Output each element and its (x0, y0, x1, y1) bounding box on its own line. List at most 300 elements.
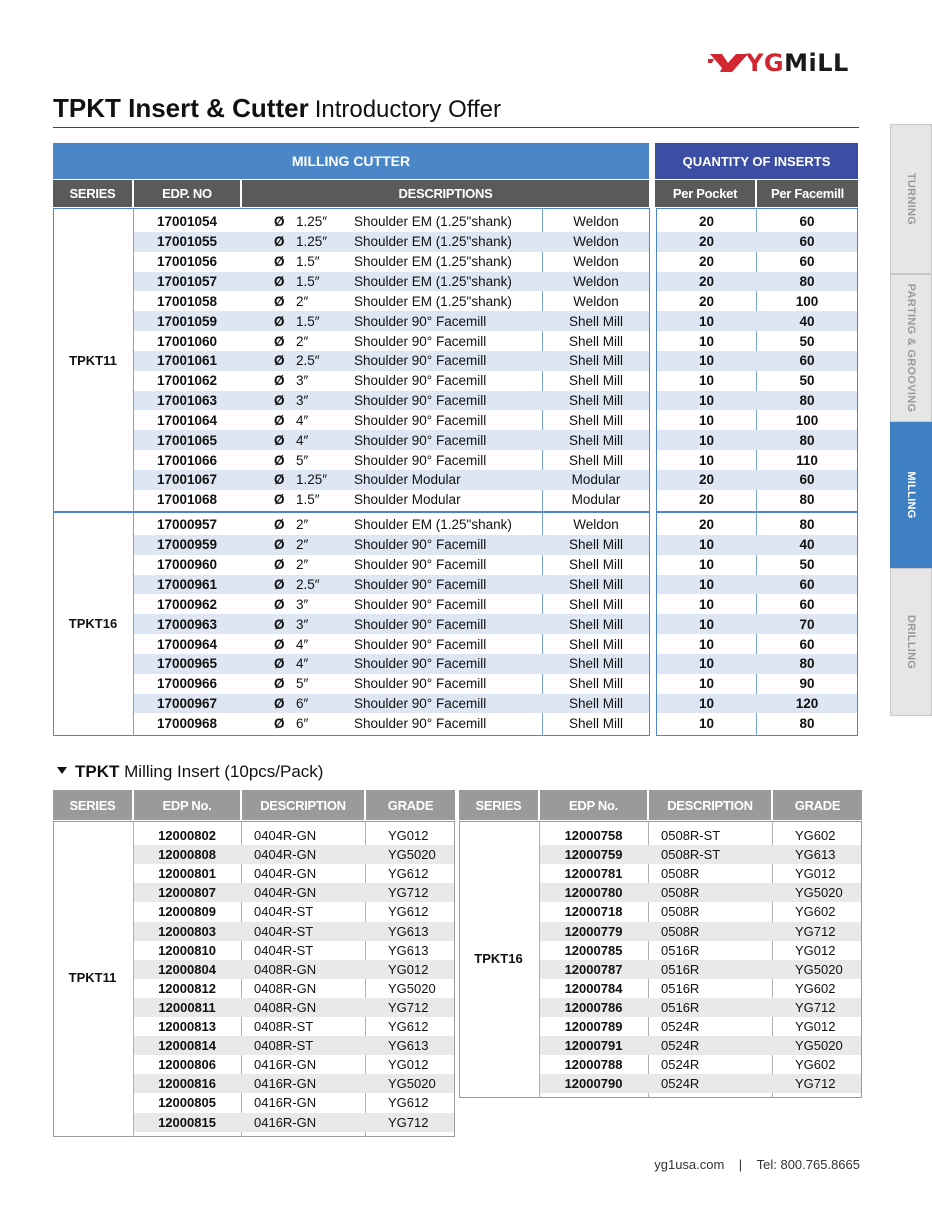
table-row (134, 674, 649, 694)
list-item (134, 864, 454, 883)
description: Shoulder 90° Facemill (354, 333, 487, 349)
table-row (134, 450, 649, 470)
per-pocket-value: 10 (698, 715, 715, 731)
holder-type: Shell Mill (568, 452, 623, 468)
holder-type: Shell Mill (568, 412, 623, 428)
insert-grade: YG712 (795, 999, 836, 1015)
insert-edp: 12000814 (158, 1038, 216, 1054)
diameter-symbol: Ø (274, 636, 285, 652)
description: Shoulder Modular (354, 492, 461, 508)
diameter-value: 2.5″ (296, 353, 320, 369)
quantity-row (657, 351, 857, 371)
insert-description: 0408R-GN (254, 999, 317, 1015)
insert-col-edp: EDP No. (540, 790, 647, 820)
table-row (134, 490, 649, 510)
holder-type: Weldon (573, 234, 619, 250)
per-facemill-value: 50 (799, 557, 815, 573)
series-label: TPKT11 (69, 352, 117, 368)
diameter-value: 6″ (296, 696, 309, 712)
diameter-symbol: Ø (274, 656, 285, 672)
insert-description: 0404R-GN (254, 866, 317, 882)
insert-grade: YG612 (388, 1095, 429, 1111)
insert-grade: YG612 (388, 904, 429, 920)
insert-edp: 12000806 (158, 1057, 216, 1073)
list-item (540, 883, 861, 902)
list-item (540, 845, 861, 864)
edp-number: 17001064 (156, 412, 218, 428)
per-facemill-value: 60 (799, 596, 815, 612)
edp-number: 17000961 (156, 576, 218, 592)
insert-edp: 12000808 (158, 847, 216, 863)
category-tabs (890, 124, 932, 716)
diameter-symbol: Ø (274, 333, 285, 349)
insert-grade: YG5020 (795, 1038, 843, 1054)
insert-description: 0404R-ST (254, 904, 314, 920)
edp-number: 17000960 (156, 557, 218, 573)
diameter-symbol: Ø (274, 214, 285, 230)
quantity-row (657, 252, 857, 272)
per-pocket-value: 20 (698, 254, 715, 270)
per-pocket-value: 20 (698, 492, 715, 508)
description: Shoulder EM (1.25"shank) (354, 214, 512, 230)
footer-contact (600, 1157, 860, 1172)
holder-type: Shell Mill (568, 557, 623, 573)
insert-grade: YG5020 (388, 1076, 436, 1092)
page-title: TPKT Insert & Cutter Introductory Offer (53, 93, 501, 123)
diameter-value: 2″ (296, 293, 309, 309)
holder-type: Shell Mill (568, 576, 623, 592)
edp-number: 17001062 (156, 373, 218, 389)
tab-milling[interactable]: MILLING (890, 422, 932, 568)
insert-description: 0508R-ST (661, 847, 721, 863)
diameter-symbol: Ø (274, 313, 285, 329)
holder-type: Weldon (573, 254, 619, 270)
quantity-row (657, 470, 857, 490)
table-row (134, 212, 649, 232)
description: Shoulder 90° Facemill (354, 412, 487, 428)
diameter-value: 2″ (296, 333, 309, 349)
description: Shoulder 90° Facemill (354, 576, 487, 592)
quantity-row (657, 411, 857, 431)
diameter-symbol: Ø (274, 616, 285, 632)
insert-edp: 12000759 (564, 847, 623, 863)
diameter-symbol: Ø (274, 373, 285, 389)
footer-site[interactable]: yg1usa.com (654, 1157, 725, 1172)
description: Shoulder 90° Facemill (354, 696, 487, 712)
series-label: TPKT11 (68, 969, 117, 985)
table-row (134, 594, 649, 614)
insert-description: 0516R (661, 961, 700, 977)
edp-number: 17001056 (156, 254, 218, 270)
diameter-value: 1.5″ (296, 492, 320, 508)
insert-grade: YG5020 (795, 885, 843, 901)
insert-description: 0404R-GN (254, 885, 317, 901)
diameter-symbol: Ø (274, 452, 285, 468)
insert-grade: YG602 (795, 828, 836, 844)
table-row (134, 634, 649, 654)
per-facemill-value: 60 (799, 254, 815, 270)
list-item (134, 902, 454, 921)
list-item (134, 979, 454, 998)
list-item (540, 826, 861, 845)
diameter-symbol: Ø (274, 273, 285, 289)
list-item (134, 1074, 454, 1093)
quantity-row (657, 674, 857, 694)
description: Shoulder EM (1.25"shank) (354, 517, 512, 533)
diameter-value: 1.25″ (296, 472, 328, 488)
holder-type: Shell Mill (568, 596, 623, 612)
list-item (134, 1113, 454, 1132)
description: Shoulder 90° Facemill (354, 616, 487, 632)
per-pocket-value: 20 (698, 472, 715, 488)
list-item (540, 1017, 861, 1036)
insert-col-description: DESCRIPTION (242, 790, 364, 820)
per-facemill-value: 80 (799, 273, 815, 289)
tab-drilling[interactable]: DRILLING (890, 568, 932, 716)
insert-grade: YG012 (795, 942, 836, 958)
diameter-symbol: Ø (274, 576, 285, 592)
edp-number: 17000962 (156, 596, 218, 612)
triangle-down-icon (57, 767, 67, 774)
per-pocket-value: 10 (698, 412, 715, 428)
description: Shoulder 90° Facemill (354, 353, 487, 369)
insert-grade: YG012 (795, 1019, 836, 1035)
list-item (540, 960, 861, 979)
insert-grade: YG012 (388, 1057, 429, 1073)
insert-description: 0408R-GN (254, 980, 317, 996)
per-facemill-value: 50 (799, 333, 815, 349)
insert-col-series: SERIES (459, 790, 538, 820)
insert-grade: YG712 (388, 999, 429, 1015)
insert-edp: 12000805 (158, 1095, 216, 1111)
per-pocket-value: 20 (698, 234, 715, 250)
diameter-symbol: Ø (274, 517, 285, 533)
insert-edp: 12000718 (564, 904, 623, 920)
description: Shoulder 90° Facemill (354, 432, 487, 448)
list-item (540, 998, 861, 1017)
insert-col-edp: EDP No. (134, 790, 240, 820)
insert-edp: 12000801 (158, 866, 216, 882)
per-facemill-value: 40 (799, 313, 815, 329)
per-facemill-value: 40 (799, 537, 815, 553)
holder-type: Shell Mill (568, 353, 623, 369)
diameter-value: 5″ (296, 452, 309, 468)
description: Shoulder EM (1.25"shank) (354, 234, 512, 250)
insert-edp: 12000781 (564, 866, 623, 882)
holder-type: Shell Mill (568, 696, 623, 712)
diameter-symbol: Ø (274, 472, 285, 488)
edp-number: 17000957 (156, 517, 218, 533)
quantity-row (657, 555, 857, 575)
col-series: SERIES (53, 180, 132, 207)
quantity-row (657, 490, 857, 510)
quantity-row (657, 311, 857, 331)
insert-grade: YG613 (388, 942, 429, 958)
diameter-value: 3″ (296, 616, 309, 632)
description: Shoulder EM (1.25"shank) (354, 273, 512, 289)
list-item (540, 902, 861, 921)
insert-grade: YG613 (795, 847, 836, 863)
insert-description: 0524R (661, 1019, 700, 1035)
diameter-symbol: Ø (274, 254, 285, 270)
holder-type: Shell Mill (568, 676, 623, 692)
per-facemill-value: 80 (799, 492, 815, 508)
table-row (134, 654, 649, 674)
per-facemill-value: 80 (799, 517, 815, 533)
diameter-value: 1.25″ (296, 234, 328, 250)
insert-description: 0524R (661, 1076, 700, 1092)
diameter-symbol: Ø (274, 557, 285, 573)
quantity-row (657, 331, 857, 351)
table-row (134, 470, 649, 490)
edp-number: 17000965 (156, 656, 218, 672)
description: Shoulder 90° Facemill (354, 313, 487, 329)
list-item (134, 941, 454, 960)
insert-edp: 12000779 (564, 923, 623, 939)
edp-number: 17001065 (156, 432, 218, 448)
description: Shoulder 90° Facemill (354, 557, 487, 573)
insert-edp: 12000784 (564, 980, 623, 996)
insert-edp: 12000787 (564, 961, 623, 977)
quantity-row (657, 594, 857, 614)
holder-type: Shell Mill (568, 715, 623, 731)
footer-separator: | (738, 1157, 743, 1172)
edp-number: 17000959 (156, 537, 218, 553)
quantity-row (657, 535, 857, 555)
quantity-row (657, 291, 857, 311)
per-facemill-value: 110 (796, 452, 818, 468)
description: Shoulder 90° Facemill (354, 373, 487, 389)
edp-number: 17001058 (156, 293, 218, 309)
holder-type: Modular (571, 472, 621, 488)
table-row (134, 575, 649, 595)
description: Shoulder 90° Facemill (354, 676, 487, 692)
quantity-row (657, 694, 857, 714)
insert-description: 0516R (661, 942, 700, 958)
quantity-row (657, 634, 857, 654)
per-facemill-value: 100 (795, 412, 819, 428)
per-pocket-value: 10 (698, 452, 715, 468)
insert-col-grade: GRADE (773, 790, 862, 820)
list-item (540, 1074, 861, 1093)
diameter-symbol: Ø (274, 596, 285, 612)
diameter-symbol: Ø (274, 353, 285, 369)
per-pocket-value: 10 (698, 676, 715, 692)
quantity-row (657, 450, 857, 470)
table-row (134, 694, 649, 714)
list-item (134, 960, 454, 979)
brand-logo: YGMiLL (746, 49, 849, 77)
per-pocket-value: 10 (698, 576, 715, 592)
quantity-row (657, 714, 857, 734)
insert-edp: 12000789 (564, 1019, 623, 1035)
per-pocket-value: 10 (698, 596, 715, 612)
diameter-value: 3″ (296, 373, 309, 389)
insert-grade: YG612 (388, 1019, 429, 1035)
edp-number: 17001057 (156, 273, 218, 289)
insert-grade: YG012 (795, 866, 836, 882)
description: Shoulder EM (1.25"shank) (354, 293, 512, 309)
diameter-value: 3″ (296, 596, 309, 612)
list-item (134, 922, 454, 941)
edp-number: 17000964 (156, 636, 218, 652)
quantity-row (657, 654, 857, 674)
insert-col-grade: GRADE (366, 790, 455, 820)
insert-edp: 12000803 (158, 923, 216, 939)
per-facemill-value: 80 (799, 656, 815, 672)
insert-description: 0508R-ST (661, 828, 721, 844)
insert-description: 0508R (661, 923, 700, 939)
insert-edp: 12000807 (158, 885, 216, 901)
diameter-value: 1.5″ (296, 273, 320, 289)
per-facemill-value: 60 (799, 636, 815, 652)
insert-description: 0408R-GN (254, 961, 317, 977)
description: Shoulder 90° Facemill (354, 452, 487, 468)
insert-grade: YG612 (388, 866, 429, 882)
table-row (134, 371, 649, 391)
description: Shoulder 90° Facemill (354, 715, 487, 731)
quantity-row (657, 391, 857, 411)
insert-description: 0404R-ST (254, 923, 314, 939)
per-facemill-value: 80 (799, 393, 815, 409)
insert-col-series: SERIES (53, 790, 132, 820)
per-pocket-value: 20 (698, 517, 715, 533)
per-pocket-value: 10 (698, 696, 715, 712)
insert-grade: YG712 (795, 1076, 836, 1092)
insert-description: 0404R-ST (254, 942, 314, 958)
col-edp: EDP. NO (134, 180, 240, 207)
diameter-value: 4″ (296, 432, 309, 448)
description: Shoulder Modular (354, 472, 461, 488)
insert-grade: YG712 (388, 1114, 429, 1130)
diameter-value: 1.25″ (296, 214, 328, 230)
per-pocket-value: 10 (698, 432, 715, 448)
per-facemill-value: 120 (795, 696, 819, 712)
insert-edp: 12000785 (564, 942, 623, 958)
diameter-symbol: Ø (274, 537, 285, 553)
insert-grade: YG012 (388, 828, 429, 844)
edp-number: 17001059 (156, 313, 218, 329)
holder-type: Weldon (573, 517, 619, 533)
table-row (134, 232, 649, 252)
holder-type: Shell Mill (568, 537, 623, 553)
tab-turning[interactable]: TURNING (890, 124, 932, 274)
edp-number: 17000966 (156, 676, 218, 692)
insert-description: 0404R-GN (254, 828, 317, 844)
per-facemill-value: 100 (795, 293, 819, 309)
diameter-value: 2″ (296, 537, 309, 553)
per-facemill-value: 80 (799, 715, 815, 731)
quantity-row (657, 212, 857, 232)
diameter-symbol: Ø (274, 234, 285, 250)
diameter-symbol: Ø (274, 293, 285, 309)
insert-grade: YG012 (388, 961, 429, 977)
description: Shoulder 90° Facemill (354, 636, 487, 652)
diameter-value: 2″ (296, 557, 309, 573)
insert-grade: YG602 (795, 980, 836, 996)
insert-description: 0516R (661, 980, 700, 996)
insert-description: 0524R (661, 1038, 700, 1054)
holder-type: Modular (571, 492, 621, 508)
per-pocket-value: 10 (698, 537, 715, 553)
insert-edp: 12000786 (564, 999, 623, 1015)
list-item (540, 864, 861, 883)
list-item (540, 979, 861, 998)
insert-grade: YG5020 (795, 961, 843, 977)
insert-description: 0416R-GN (254, 1114, 317, 1130)
insert-edp: 12000791 (564, 1038, 623, 1054)
holder-type: Shell Mill (568, 432, 623, 448)
series-label: TPKT16 (474, 950, 523, 966)
insert-edp: 12000809 (158, 904, 216, 920)
edp-number: 17000968 (156, 715, 218, 731)
milling-cutter-header: MILLING CUTTER (53, 143, 649, 179)
edp-number: 17001068 (156, 492, 218, 508)
list-item (540, 922, 861, 941)
insert-edp: 12000811 (158, 999, 216, 1015)
list-item (134, 1017, 454, 1036)
list-item (134, 1055, 454, 1074)
holder-type: Shell Mill (568, 333, 623, 349)
diameter-value: 5″ (296, 676, 309, 692)
tab-parting-grooving[interactable]: PARTING & GROOVING (890, 274, 932, 422)
quantity-row (657, 232, 857, 252)
diameter-symbol: Ø (274, 432, 285, 448)
diameter-value: 4″ (296, 636, 309, 652)
insert-description: 0416R-GN (254, 1076, 317, 1092)
quantity-row (657, 575, 857, 595)
edp-number: 17001061 (156, 353, 218, 369)
col-per-pocket: Per Pocket (655, 180, 755, 207)
list-item (134, 1093, 454, 1112)
insert-edp: 12000813 (158, 1019, 216, 1035)
insert-description: 0416R-GN (254, 1057, 317, 1073)
edp-number: 17001060 (156, 333, 218, 349)
per-pocket-value: 10 (698, 353, 715, 369)
table-row (134, 714, 649, 734)
table-row (134, 411, 649, 431)
insert-edp: 12000810 (158, 942, 216, 958)
edp-number: 17001054 (156, 214, 218, 230)
insert-description: 0508R (661, 904, 700, 920)
table-row (134, 331, 649, 351)
diameter-symbol: Ø (274, 696, 285, 712)
edp-number: 17000963 (156, 616, 218, 632)
per-facemill-value: 60 (799, 234, 815, 250)
insert-edp: 12000780 (564, 885, 623, 901)
per-pocket-value: 20 (698, 273, 715, 289)
insert-edp: 12000804 (158, 961, 216, 977)
per-pocket-value: 10 (698, 373, 715, 389)
table-row (134, 391, 649, 411)
edp-number: 17001066 (156, 452, 218, 468)
insert-grade: YG602 (795, 904, 836, 920)
table-row (134, 430, 649, 450)
table-row (134, 535, 649, 555)
diameter-symbol: Ø (274, 676, 285, 692)
diameter-symbol: Ø (274, 715, 285, 731)
per-pocket-value: 10 (698, 616, 715, 632)
list-item (134, 845, 454, 864)
insert-edp: 12000788 (564, 1057, 623, 1073)
insert-grade: YG5020 (388, 980, 436, 996)
list-item (134, 998, 454, 1017)
list-item (540, 941, 861, 960)
edp-number: 17001067 (156, 472, 218, 488)
insert-grade: YG613 (388, 1038, 429, 1054)
diameter-symbol: Ø (274, 393, 285, 409)
quantity-row (657, 614, 857, 634)
